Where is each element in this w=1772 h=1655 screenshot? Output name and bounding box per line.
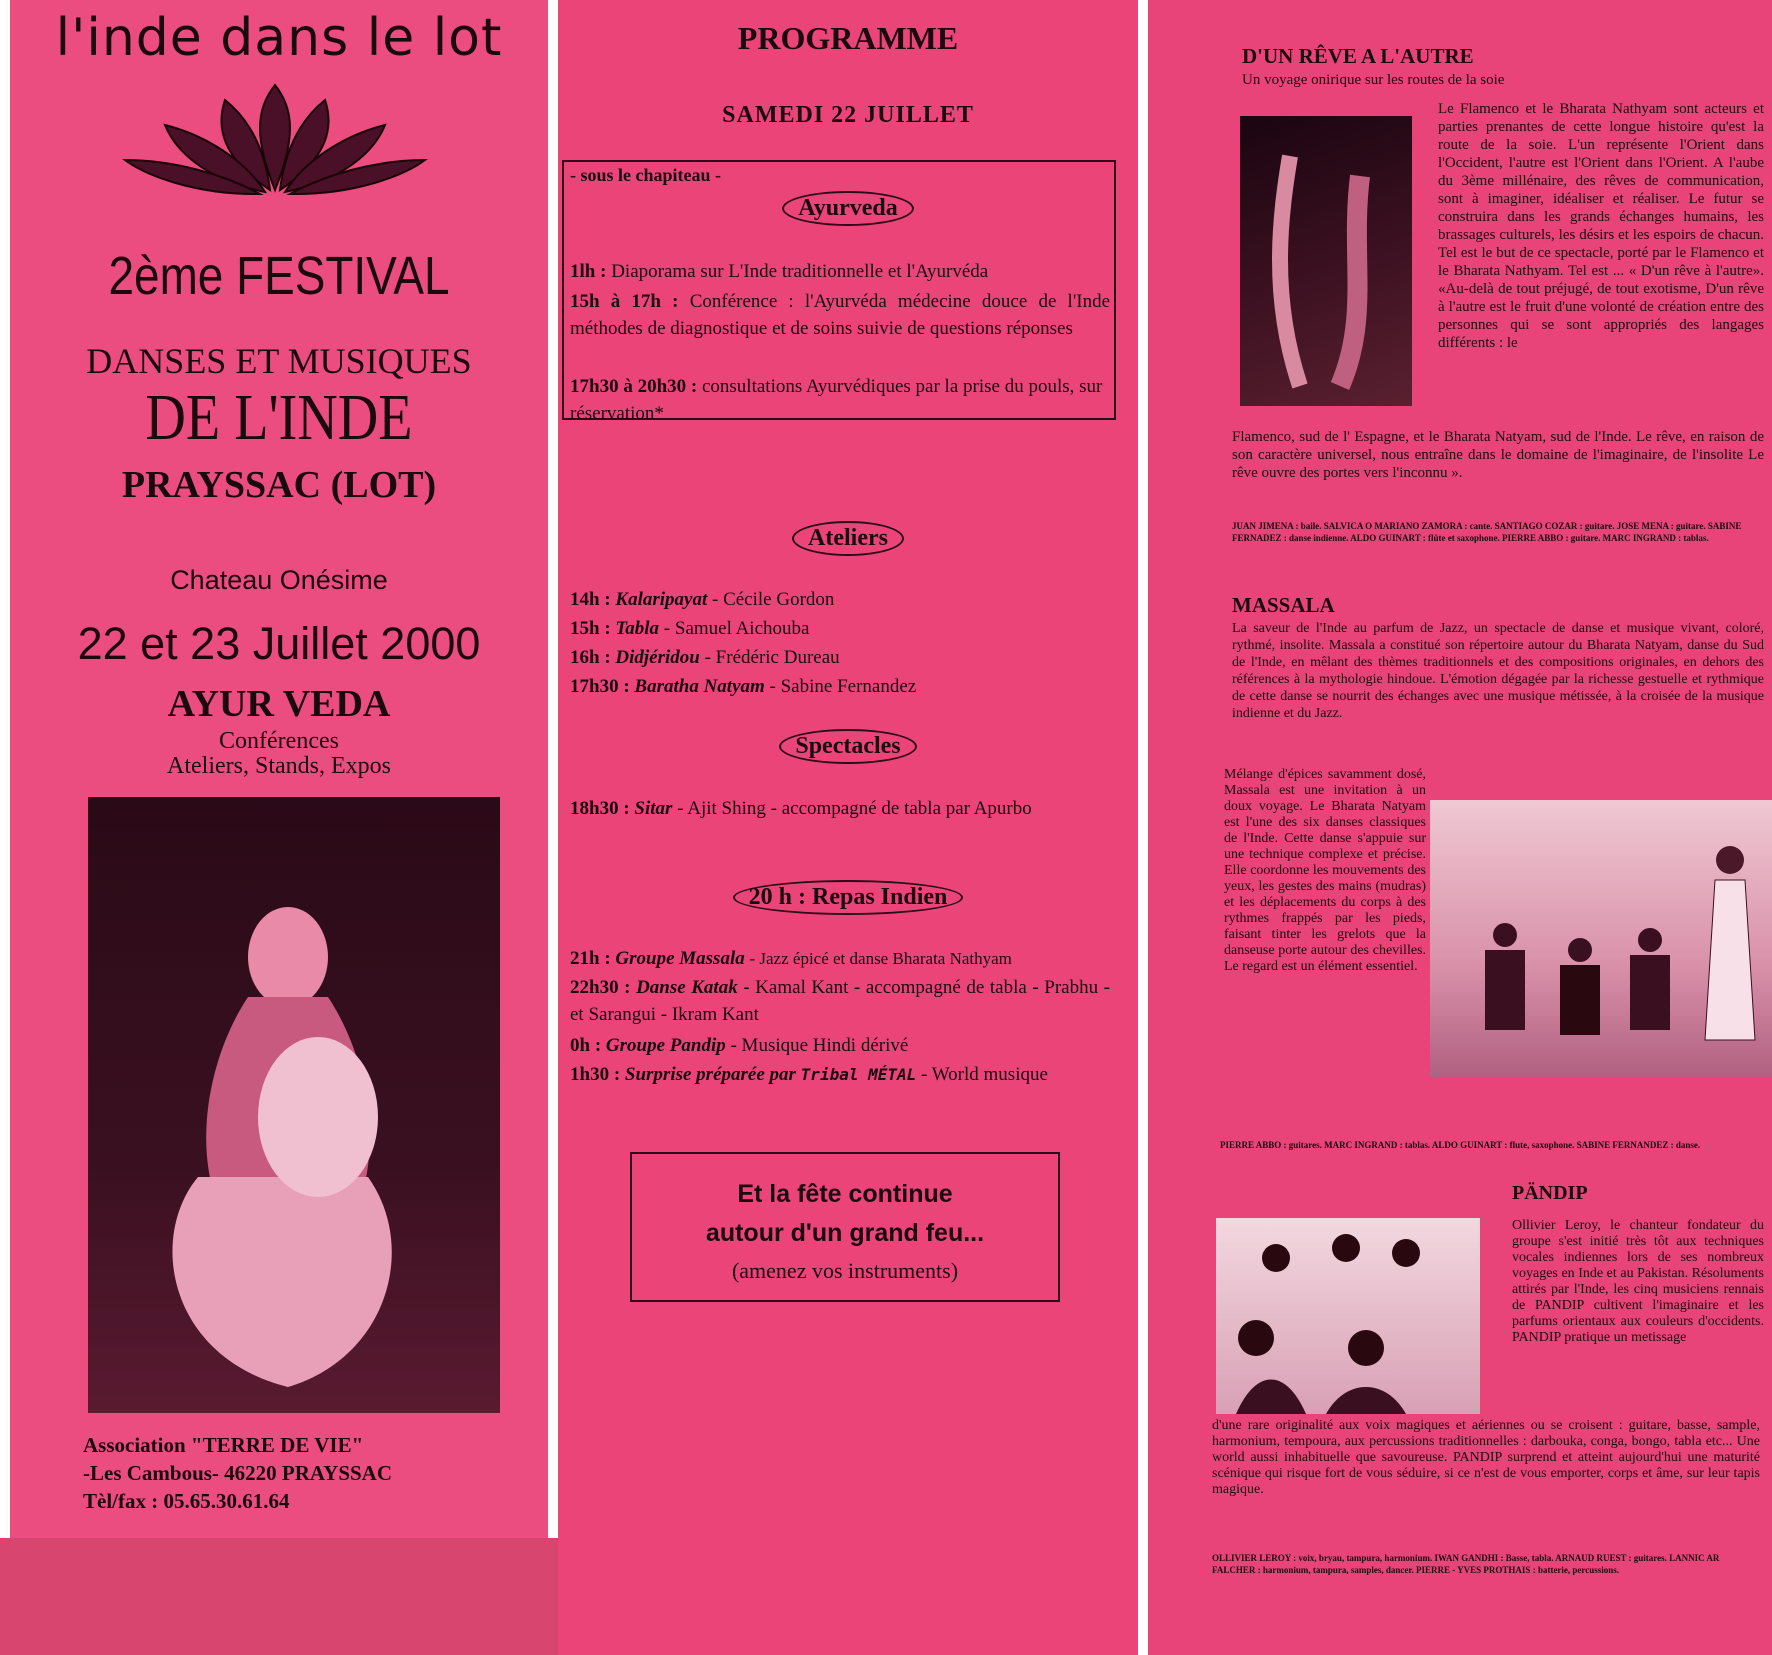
item-name: Groupe Pandip — [605, 1035, 726, 1056]
artists-panel — [1148, 0, 1772, 1655]
item-who: - Cécile Gordon — [712, 589, 835, 610]
atelier-item — [570, 673, 916, 700]
ateliers-heading-wrap — [558, 521, 1138, 556]
evening-item — [570, 945, 1110, 972]
fete-line-3: (amenez vos instruments) — [731, 1258, 959, 1283]
festival-edition: 2ème FESTIVAL — [108, 246, 450, 306]
item-time: 0h : — [570, 1035, 602, 1056]
item-text: Diaporama sur L'Inde traditionnelle et l'Ayurvéda — [611, 261, 989, 282]
festival-venue: Chateau Onésime — [170, 565, 388, 595]
item-name: Danse Katak — [636, 977, 738, 998]
ateliers-heading: Ateliers — [792, 521, 904, 556]
spectacle-item — [570, 795, 1110, 822]
festival-subtitle-2: DE L'INDE — [145, 381, 413, 454]
lotus-icon — [105, 80, 445, 200]
atelier-item — [570, 615, 809, 642]
item-time: 21h : — [570, 948, 611, 969]
item-who: - Samuel Aichouba — [663, 618, 810, 639]
item-time: 14h : — [570, 589, 611, 610]
cover-title: l'inde dans le lot — [55, 8, 503, 68]
evening-item — [570, 1032, 1110, 1059]
ayurveda-heading-wrap — [558, 191, 1138, 226]
item-time: 18h30 : — [570, 798, 630, 819]
item-time: 15h : — [570, 618, 611, 639]
item-text: - Ajit Shing - accompagné de tabla par Apurbo — [677, 798, 1032, 819]
background-strip — [0, 1538, 558, 1655]
item-name: Sitar — [634, 798, 673, 819]
pandip-title: PÄNDIP — [1512, 1182, 1588, 1204]
pandip-body: Ollivier Leroy, le chanteur fondateur du groupe s'est initié très tôt aux techniques vocales indiennes lors de ses nombreux voyages en Inde et au Pakistan. Résoluments attirés par l'Inde, les cinq musiciens rennais de PANDIP cultivent l'imaginaire et les parfums orientaux aux couleurs d'occidents. PANDIP pratique un metissage — [1512, 1218, 1764, 1345]
item-text: Conférence : l'Ayurvéda médecine douce de l'Inde méthodes de diagnostique et de soins suivie de questions réponses — [570, 291, 1111, 339]
ayurveda-heading: Ayurveda — [782, 191, 914, 226]
festival-place: PRAYSSAC (LOT) — [121, 464, 437, 506]
program-heading: PROGRAMME — [737, 20, 959, 56]
spectacles-heading: Spectacles — [779, 729, 916, 764]
association-name: Association "TERRE DE VIE" — [83, 1433, 364, 1457]
tent-label: - sous le chapiteau - — [570, 165, 722, 185]
repas-heading-wrap — [558, 880, 1138, 915]
item-text: - Musique Hindi dérivé — [730, 1035, 909, 1056]
program-panel — [558, 0, 1138, 1655]
pandip-credits: OLLIVIER LEROY : voix, bryau, tampura, harmonium. IWAN GANDHI : Basse, tabla. ARNAUD RUEST : guitares. LANNIC AR FALCHER : harmonium, tampura, samples, dancer. PIERRE - YVES PROTHAIS : batterie, percussions. — [1212, 1553, 1720, 1575]
reve-body: Le Flamenco et le Bharata Nathyam sont acteurs et parties prenantes de cette longue histoire qu'est la route de la soie. L'un représente l'Orient dans l'Occident, l'autre est l'Orient dans l'Orient. A l'aube du 3ème millénaire, des rêves de communication, sont à imaginer, idéaliser et réaliser. Le futur se construira dans les grands échanges humains, les brassages culturels, les désirs et les espoirs de chacun. Tel est le but de ce spectacle, porté par le Flamenco et le Bharata Nathyam. Tel est ... « D'un rêve à l'autre». «Au-delà de tout préjugé, de tout exotisme, D'un rêve à l'autre est le fruit d'une volonté de création entre des personnes qui se sont appropriés des langages différents : le — [1438, 101, 1764, 351]
evening-item — [570, 1061, 1110, 1088]
flamenco-photo — [1240, 116, 1412, 406]
atelier-item — [570, 644, 840, 671]
massala-photo — [1430, 800, 1772, 1078]
massala-credits: PIERRE ABBO : guitares. MARC INGRAND : tablas. ALDO GUINART : flute, saxophone. SABINE FERNANDEZ : danse. — [1220, 1140, 1701, 1150]
item-time: 17h30 : — [570, 676, 630, 697]
massala-title: MASSALA — [1232, 593, 1335, 617]
evening-item — [570, 974, 1110, 1028]
activities-line-2: Ateliers, Stands, Expos — [167, 753, 391, 779]
item-text: consultations Ayurvédiques par la prise du pouls, sur réservation* — [570, 376, 1103, 424]
item-who: - Sabine Fernandez — [769, 676, 917, 697]
spectacles-heading-wrap — [558, 729, 1138, 764]
program-date: SAMEDI 22 JUILLET — [722, 102, 974, 128]
massala-body: La saveur de l'Inde au parfum de Jazz, un spectacle de danse et musique vivant, coloré, rythmé, insolite. Massala a constitué son répertoire autour du Bharata Natyam, danse du Sud de l'Inde, en mêlant des thèmes traditionnels et des compositions originales, en dehors des références à la mythologie hindoue. L'émotion dégagée par la richesse gestuelle et rythmique de cette danse se nourrit des échanges avec une musique métissée, à la croisée de la musique indienne et du Jazz. — [1232, 621, 1764, 721]
item-name: Didjéridou — [615, 647, 700, 668]
atelier-item — [570, 586, 834, 613]
item-time: 22h30 : — [570, 977, 631, 998]
pandip-photo — [1216, 1218, 1480, 1414]
item-text: - World musique — [921, 1064, 1048, 1085]
pandip-body-2: d'une rare originalité aux voix magiques et aériennes ou se croisent : guitare, basse, sample, harmonium, tempoura, aux percussions traditionnelles : darbouka, conga, bongo, tabla etc... Une world aussi inhabituelle que savoureuse. PANDIP surprend et atteint aujourd'hui une maturité scénique qui risque fort de vous séduire, si ce n'est de vous emporter, corps et âme, sur leur tapis magique. — [1212, 1418, 1760, 1497]
item-name: Groupe Massala — [615, 948, 745, 969]
item-name: Kalaripayat — [615, 589, 708, 610]
fete-line-1: Et la fête continue — [737, 1180, 953, 1208]
item-time: 15h à 17h : — [570, 291, 679, 312]
reve-credits: JUAN JIMENA : baile. SALVICA O MARIANO ZAMORA : cante. SANTIAGO COZAR : guitare. JOSE MENA : guitare. SABINE FERNADEZ : danse indienne. ALDO GUINART : flûte et saxophone. PIERRE ABBO : guitare. MARC INGRAND : tablas. — [1232, 521, 1742, 543]
item-name: Baratha Natyam — [634, 676, 765, 697]
item-name: Tabla — [615, 618, 660, 639]
flyer-cover — [10, 0, 548, 1538]
fete-line-2: autour d'un grand feu... — [705, 1219, 985, 1247]
item-time: 17h30 à 20h30 : — [570, 376, 698, 397]
association-address: -Les Cambous- 46220 PRAYSSAC — [83, 1461, 393, 1485]
festival-dates: 22 et 23 Juillet 2000 — [77, 618, 481, 669]
repas-heading: 20 h : Repas Indien — [733, 880, 964, 915]
reve-title: D'UN RÊVE A L'AUTRE — [1242, 44, 1474, 68]
association-phone: Tèl/fax : 05.65.30.61.64 — [83, 1489, 290, 1513]
item-name: Surprise préparée par — [624, 1064, 796, 1085]
item-time: 1lh : — [570, 261, 607, 282]
item-name-2: Tribal MÉTAL — [800, 1065, 917, 1084]
item-time: 16h : — [570, 647, 611, 668]
item-who: - Frédéric Dureau — [704, 647, 840, 668]
item-text: - Kamal Kant - accompagné de tabla - Prabhu - et Sarangui - Ikram Kant — [570, 977, 1111, 1025]
reve-body-2: Flamenco, sud de l' Espagne, et le Bharata Natyam, sud de l'Inde. Le rêve, en raison de son caractère universel, nous entraîne dans le domaine de l'imaginaire, de l'insolite Le rêve ouvre des portes vers l'inconnu ». — [1232, 429, 1764, 481]
activities-line-1: Conférences — [219, 728, 339, 754]
ayurveda-item — [570, 288, 1110, 342]
massala-body-2: Mélange d'épices savamment dosé, Massala est une invitation à un doux voyage. Le Bharata Natyam est l'une des six danses classiques de l'Inde. Cette danse s'appuie sur une technique complexe et précise. Elle coordonne les mouvements des yeux, les gestes des mains (mudras) et les déplacements du corps à des rythmes frappés par les pieds, faisant tinter les grelots que la danseuse porte autour des chevilles. Le regard est un élément essentiel. — [1224, 767, 1426, 974]
item-time: 1h30 : — [570, 1064, 621, 1085]
festival-theme: AYUR VEDA — [167, 683, 391, 725]
reve-subtitle: Un voyage onirique sur les routes de la soie — [1242, 72, 1505, 88]
ayurveda-item — [570, 373, 1110, 427]
dancer-photo — [88, 797, 500, 1413]
ayurveda-item — [570, 258, 1110, 285]
item-text: - Jazz épicé et danse Bharata Nathyam — [749, 949, 1012, 968]
festival-subtitle-1: DANSES ET MUSIQUES — [86, 341, 472, 381]
